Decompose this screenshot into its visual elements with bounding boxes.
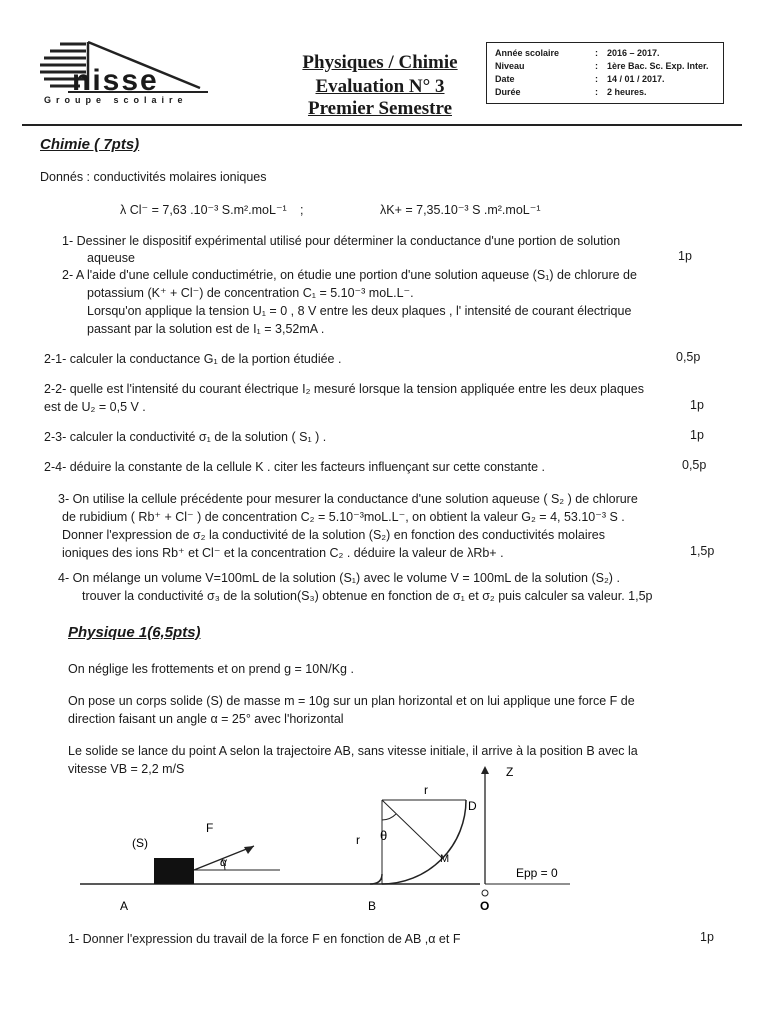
curve-start <box>370 874 382 884</box>
question-2-line-d: passant par la solution est de I₁ = 3,52mA . <box>87 322 325 336</box>
label-theta: θ <box>380 828 388 843</box>
label-r-left: r <box>356 833 360 847</box>
physique-question-1-points: 1p <box>700 930 714 944</box>
question-2-3-points: 1p <box>690 428 704 442</box>
physique-paragraph-1: On néglige les frottements et on prend g = 10N/Kg . <box>68 662 354 676</box>
question-4-line-b: trouver la conductivité σ₃ de la solution(S₃) obtenue en fonction de σ₁ et σ₂ puis calculer sa valeur. 1,5p <box>82 589 653 603</box>
radius-to-m <box>382 800 442 858</box>
physique-paragraph-2-line-b: direction faisant un angle α = 25° avec l'horizontal <box>68 712 344 726</box>
question-3-line-d: ioniques des ions Rb⁺ et Cl⁻ et la concentration C₂ . déduire la valeur de λRb+ . <box>62 546 504 560</box>
question-2-4-points: 0,5p <box>682 458 707 472</box>
label-alpha: α <box>220 855 227 869</box>
question-2-2-points: 1p <box>690 398 704 412</box>
question-2-1: 2-1- calculer la conductance G₁ de la portion étudiée . <box>44 352 342 366</box>
physique-paragraph-2-line-a: On pose un corps solide (S) de masse m = 10g sur un plan horizontal et on lui applique une force F de <box>68 694 635 708</box>
question-2-1-points: 0,5p <box>676 350 701 364</box>
label-b: B <box>368 899 377 913</box>
mechanics-diagram <box>40 760 740 925</box>
question-3-line-c: Donner l'expression de σ₂ la conductivité de la solution (S₂) en fonction des conductivités molaires <box>62 528 606 542</box>
logo-subtitle: Groupe scolaire <box>44 95 188 105</box>
physique-question-1: 1- Donner l'expression du travail de la force F en fonction de AB ,α et F <box>68 932 461 946</box>
theta-arc <box>382 814 396 820</box>
page-title: Physiques / Chimie <box>302 52 458 73</box>
lambda-cl: λ Cl⁻ = 7,63 .10⁻³ S.m².moL⁻¹ <box>120 203 287 217</box>
question-3-points: 1,5p <box>690 544 715 558</box>
chimie-donnes: Donnés : conductivités molaires ioniques <box>40 170 267 184</box>
label-s: (S) <box>132 836 148 850</box>
question-2-3: 2-3- calculer la conductivité σ₁ de la solution ( S₁ ) . <box>44 430 327 444</box>
physique-paragraph-3-line-a: Le solide se lance du point A selon la trajectoire AB, sans vitesse initiale, il arrive à la position B avec la <box>68 744 638 758</box>
question-1-line-b: aqueuse <box>87 251 135 265</box>
label-d: D <box>468 799 477 813</box>
question-2-line-b: potassium (K⁺ + Cl⁻) de concentration C₁ = 5.10⁻³ moL.L⁻. <box>87 286 414 300</box>
question-3-line-b: de rubidium ( Rb⁺ + Cl⁻ ) de concentration C₂ = 5.10⁻³moL.L⁻, on obtient la valeur G₂ = 4, 53.10⁻³ S . <box>62 510 625 524</box>
question-2-4: 2-4- déduire la constante de la cellule K . citer les facteurs influençant sur cette constante . <box>44 460 545 474</box>
physique-paragraph-3-line-b: vitesse VB = 2,2 m/S <box>68 762 185 776</box>
solid-block <box>154 858 194 884</box>
label-f: F <box>206 821 214 835</box>
lambda-k: λK+ = 7,35.10⁻³ S .m².moL⁻¹ <box>380 203 541 217</box>
question-2-line-c: Lorsqu'on applique la tension U₁ = 0 , 8 V entre les deux plaques , l' intensité de courant électrique <box>87 304 632 318</box>
label-a: A <box>120 899 129 913</box>
semester-label: Premier Semestre <box>307 98 452 119</box>
exam-info-box: Année scolaire : 2016 – 2017. Niveau : 1ère Bac. Sc. Exp. Inter. Date : 14 / 01 / 2017. Durée : 2 heures. <box>486 42 724 104</box>
question-3-line-a: 3- On utilise la cellule précédente pour mesurer la conductance d'une solution aqueuse ( S₂ ) de chlorure <box>58 492 638 506</box>
origin-marker <box>482 890 488 896</box>
question-1-line-a: 1- Dessiner le dispositif expérimental utilisé pour déterminer la conductance d'une portion de solution <box>62 234 621 248</box>
label-epp: Epp = 0 <box>516 866 558 880</box>
label-m: M <box>440 853 450 865</box>
question-1-points: 1p <box>678 249 692 263</box>
question-2-2-line-a: 2-2- quelle est l'intensité du courant électrique I₂ mesuré lorsque la tension appliquée entre les deux plaques <box>44 382 644 396</box>
label-o: O <box>480 899 490 913</box>
chimie-heading: Chimie ( 7pts) <box>40 136 140 153</box>
label-r-top: r <box>424 783 428 797</box>
z-axis-arrowhead-icon <box>481 766 489 774</box>
question-4-line-a: 4- On mélange un volume V=100mL de la solution (S₁) avec le volume V = 100mL de la solution (S₂) . <box>58 571 620 585</box>
question-2-2-line-b: est de U₂ = 0,5 V . <box>44 400 146 414</box>
semicolon: ; <box>300 203 304 217</box>
physique-heading: Physique 1(6,5pts) <box>68 624 201 641</box>
header-divider <box>22 124 742 126</box>
logo-text: nisse <box>72 64 159 97</box>
label-z: Z <box>506 765 514 779</box>
question-2-line-a: 2- A l'aide d'une cellule conductimétrie, on étudie une portion d'une solution aqueuse (S₁) de chlorure de <box>62 268 637 282</box>
evaluation-number: Evaluation N° 3 <box>315 76 445 97</box>
